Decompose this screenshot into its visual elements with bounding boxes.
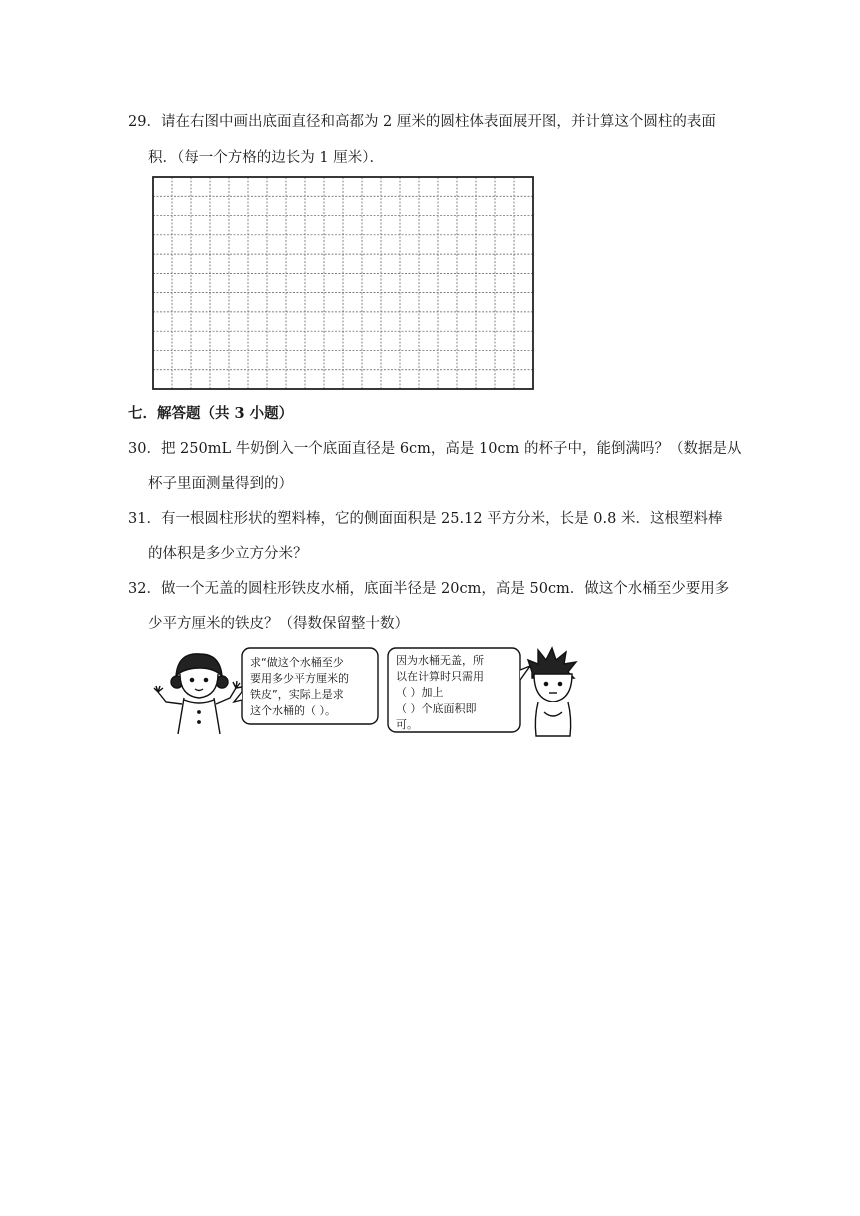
q29-line1: 29．请在右图中画出底面直径和高都为 2 厘米的圆柱体表面展开图，并计算这个圆柱的表面 bbox=[128, 114, 716, 130]
right-speech-bubble bbox=[388, 648, 530, 732]
left-speech-bubble bbox=[234, 648, 378, 724]
left-bubble-line-1: 求“做这个水桶至少 bbox=[250, 656, 344, 669]
right-bubble-line-1: 因为水桶无盖，所 bbox=[396, 654, 484, 667]
q31-line2: 的体积是多少立方分米？ bbox=[148, 546, 308, 562]
q32-line1: 32．做一个无盖的圆柱形铁皮水桶，底面半径是 20cm，高是 50cm．做这个水桶至少要用多 bbox=[128, 581, 730, 597]
cartoon-illustration bbox=[148, 646, 580, 738]
left-bubble-line-4: 这个水桶的（ ）。 bbox=[250, 704, 336, 717]
section-title: 七．解答题（共 3 小题） bbox=[128, 405, 294, 422]
boy-figure-icon bbox=[528, 648, 576, 736]
right-bubble-line-5: 可。 bbox=[396, 718, 418, 731]
left-bubble-line-3: 铁皮”，实际上是求 bbox=[250, 688, 344, 701]
q32-line2: 少平方厘米的铁皮？（得数保留整十数） bbox=[148, 616, 409, 632]
q30-line2: 杯子里面测量得到的） bbox=[148, 476, 293, 492]
left-bubble-line-2: 要用多少平方厘米的 bbox=[250, 672, 349, 685]
right-bubble-line-4: （ ）个底面积即 bbox=[396, 702, 477, 715]
q31-line1: 31．有一根圆柱形状的塑料棒，它的侧面面积是 25.12 平方分米，长是 0.8 米．这根塑料棒 bbox=[128, 511, 723, 527]
square-grid bbox=[152, 176, 534, 390]
q30-line1: 30．把 250mL 牛奶倒入一个底面直径是 6cm，高是 10cm 的杯子中，能倒满吗？（数据是从 bbox=[128, 441, 742, 457]
q29-line2: 积．（每一个方格的边长为 1 厘米）． bbox=[148, 150, 384, 166]
girl-figure-icon bbox=[154, 654, 242, 734]
right-bubble-line-3: （ ）加上 bbox=[396, 686, 444, 699]
right-bubble-line-2: 以在计算时只需用 bbox=[396, 670, 484, 683]
